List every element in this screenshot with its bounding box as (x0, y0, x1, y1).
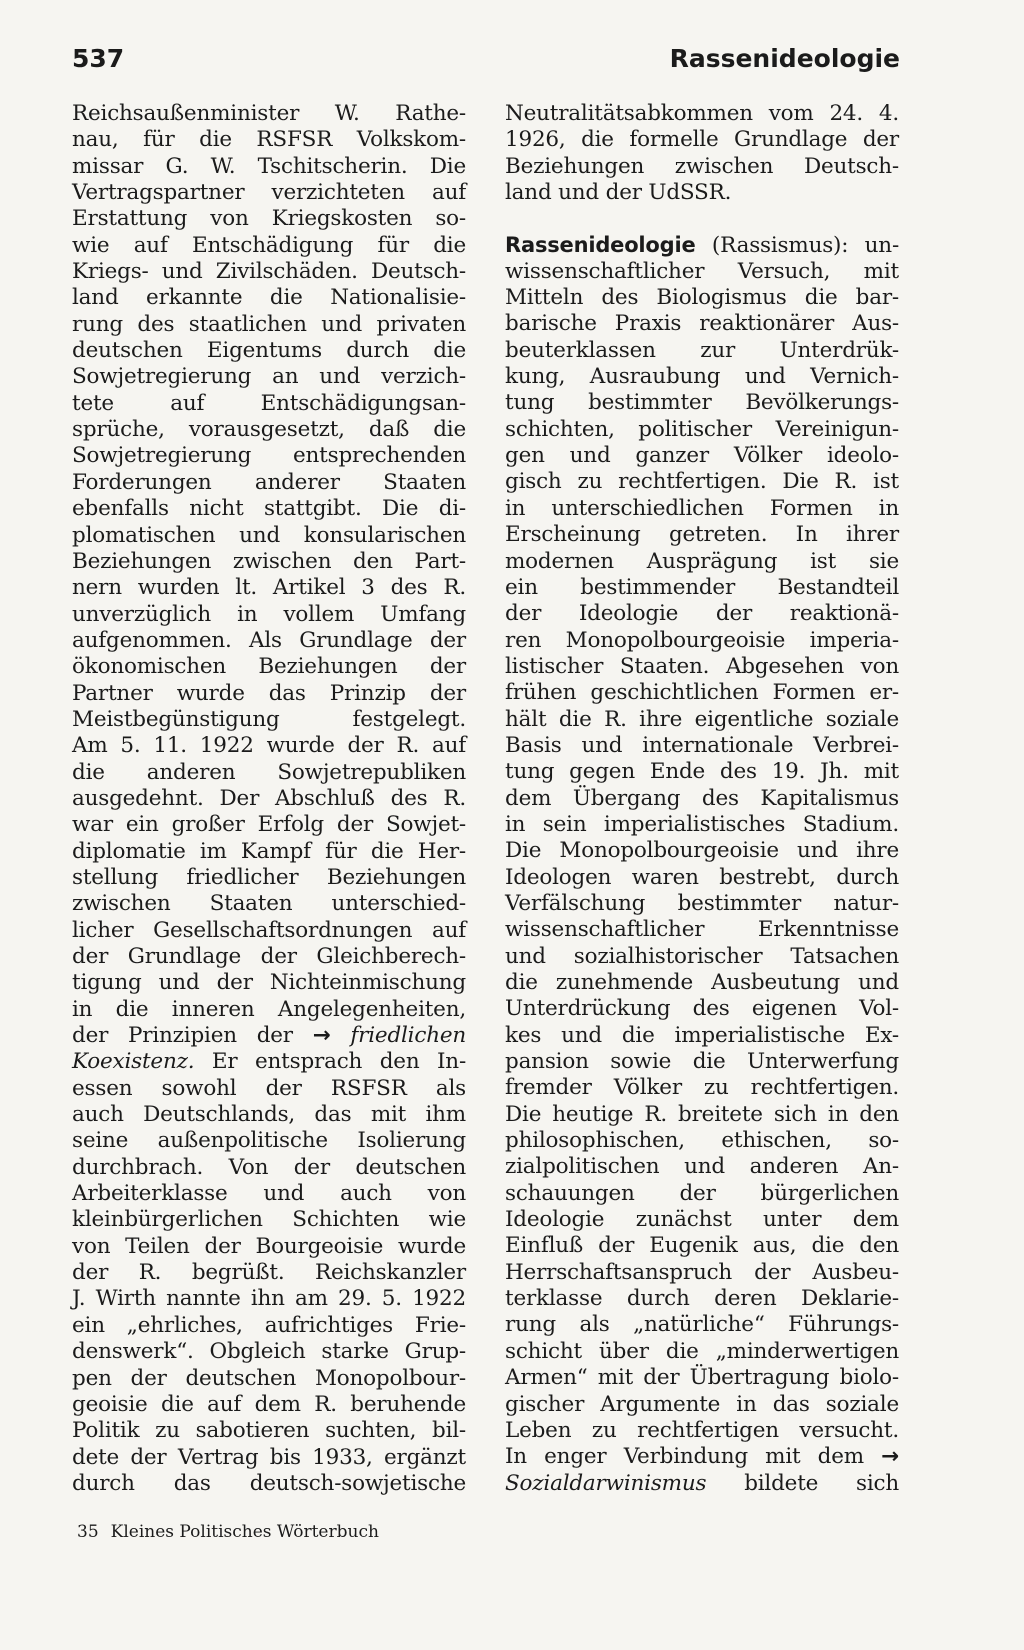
text-line: aufgenommen. Als Grundlage der (72, 627, 466, 653)
text-line: 1926, die formelle Grundlage der (505, 127, 899, 153)
text-line: tung bestimmter Bevölkerungs- (505, 390, 899, 416)
text-line: pansion sowie die Unterwerfung (505, 1049, 899, 1075)
text-line: ebenfalls nicht stattgibt. Die di- (72, 496, 466, 522)
text-line: Ideologie zunächst unter dem (505, 1207, 899, 1233)
cross-reference-friedlichen[interactable]: friedlichen (350, 1023, 467, 1049)
text-line: auch Deutschlands, das mit ihm (72, 1102, 466, 1128)
text-line: wissenschaftlicher Erkenntnisse (505, 917, 899, 943)
text-line: zialpolitischen und anderen An- (505, 1154, 899, 1180)
text-line: schauungen der bürgerlichen (505, 1180, 899, 1206)
text-line: wie auf Entschädigung für die (72, 232, 466, 258)
text-line: ein bestimmender Bestandteil (505, 574, 899, 600)
entry-lemma: Rassenideologie (505, 233, 696, 258)
text-line: licher Gesellschaftsordnungen auf (72, 917, 466, 943)
text-line: Einfluß der Eugenik aus, die den (505, 1233, 899, 1259)
cross-reference-arrow-icon: → (881, 1444, 899, 1470)
text-line: Sowjetregierung entsprechenden (72, 443, 466, 469)
text-line: J. Wirth nannte ihn am 29. 5. 1922 (72, 1286, 466, 1312)
entry-headline (505, 232, 899, 258)
text-line: beuterklassen zur Unterdrük- (505, 337, 899, 363)
text-line: schicht über die „minderwertigen (505, 1338, 899, 1364)
text-line: war ein großer Erfolg der Sowjet- (72, 812, 466, 838)
cross-reference-koexistenz[interactable]: Koexistenz. (72, 1049, 195, 1075)
text-line: barische Praxis reaktionärer Aus- (505, 311, 899, 337)
text-line: ausgedehnt. Der Abschluß des R. (72, 785, 466, 811)
text-line: dete der Vertrag bis 1933, ergänzt (72, 1444, 466, 1470)
text-line: unverzüglich in vollem Umfang (72, 601, 466, 627)
text-line: stellung friedlicher Beziehungen (72, 864, 466, 890)
text-line: land und der UdSSR. (505, 180, 732, 206)
cross-reference-arrow-icon: → (312, 1023, 331, 1049)
text-line: Reichsaußenminister W. Rathe- (72, 101, 466, 126)
text-line: gen und ganzer Völker ideolo- (505, 443, 899, 469)
text-line: Vertragspartner verzichteten auf (72, 180, 466, 206)
text-line: durchbrach. Von der deutschen (72, 1154, 466, 1180)
text-line: deutschen Eigentums durch die (72, 338, 466, 364)
text-fragment: Er entsprach den In- (211, 1049, 467, 1075)
text-line: terklasse durch deren Deklarie- (505, 1286, 899, 1312)
text-line: ökonomischen Beziehungen der (72, 654, 466, 680)
right-column (505, 101, 899, 1497)
text-line: kleinbürgerlichen Schichten wie (72, 1207, 466, 1233)
text-line: plomatischen und konsularischen (72, 522, 466, 548)
text-line: dem Übergang des Kapitalismus (505, 785, 899, 811)
text-line: philosophischen, ethischen, so- (505, 1128, 899, 1154)
text-line: Partner wurde das Prinzip der (72, 680, 466, 706)
text-line: modernen Ausprägung ist sie (505, 548, 899, 574)
text-line: essen sowohl der RSFSR als (72, 1075, 466, 1101)
text-line: Forderungen anderer Staaten (72, 469, 466, 495)
text-line: gisch zu rechtfertigen. Die R. ist (505, 469, 899, 495)
text-fragment: der Prinzipien der (72, 1023, 293, 1049)
text-fragment: (Rassismus): un- (711, 233, 900, 259)
text-line: in die inneren Angelegenheiten, (72, 996, 466, 1022)
text-line: Kriegs- und Zivilschäden. Deutsch- (72, 259, 466, 285)
text-line: listischer Staaten. Abgesehen von (505, 653, 899, 679)
text-line: Armen“ mit der Übertragung biolo- (505, 1365, 899, 1391)
text-line (72, 1049, 466, 1075)
text-line: wissenschaftlicher Versuch, mit (505, 258, 899, 284)
text-line: Die heutige R. breitete sich in den (505, 1101, 899, 1127)
text-line: Die Monopolbourgeoisie und ihre (505, 838, 899, 864)
text-fragment: In enger Verbindung mit dem (505, 1444, 864, 1470)
text-line: Unterdrückung des eigenen Vol- (505, 996, 899, 1022)
text-line: und sozialhistorischer Tatsachen (505, 943, 899, 969)
text-line: seine außenpolitische Isolierung (72, 1128, 466, 1154)
text-line: die anderen Sowjetrepubliken (72, 759, 466, 785)
text-line: rung als „natürliche“ Führungs- (505, 1312, 899, 1338)
text-line: Ideologen waren bestrebt, durch (505, 864, 899, 890)
text-line: der Ideologie der reaktionä- (505, 601, 899, 627)
text-line: tung gegen Ende des 19. Jh. mit (505, 759, 899, 785)
text-line: Beziehungen zwischen den Part- (72, 548, 466, 574)
text-line: zwischen Staaten unterschied- (72, 891, 466, 917)
text-line: Verfälschung bestimmter natur- (505, 890, 899, 916)
page-footer (77, 1522, 379, 1542)
text-line: ren Monopolbourgeoisie imperia- (505, 627, 899, 653)
text-line: tigung und der Nichteinmischung (72, 970, 466, 996)
text-line: ein „ehrliches, aufrichtiges Frie- (72, 1312, 466, 1338)
text-line: von Teilen der Bourgeoisie wurde (72, 1233, 466, 1259)
text-line (505, 1444, 899, 1470)
text-line: diplomatie im Kampf für die Her- (72, 838, 466, 864)
text-line: in sein imperialistisches Stadium. (505, 811, 899, 837)
text-line: sprüche, vorausgesetzt, daß die (72, 417, 466, 443)
text-line: missar G. W. Tschitscherin. Die (72, 153, 466, 179)
text-line: land erkannte die Nationalisie- (72, 285, 466, 311)
entry-separator (505, 206, 899, 232)
page-header (72, 44, 900, 84)
text-line: fremder Völker zu rechtfertigen. (505, 1075, 899, 1101)
text-line: kes und die imperialistische Ex- (505, 1022, 899, 1048)
text-line: tete auf Entschädigungsan- (72, 390, 466, 416)
text-line (505, 1471, 899, 1497)
text-line: schichten, politischer Vereinigun- (505, 416, 899, 442)
text-line: Am 5. 11. 1922 wurde der R. auf (72, 733, 466, 759)
page-number: 537 (72, 44, 125, 73)
text-line: pen der deutschen Monopolbour- (72, 1365, 466, 1391)
text-line: die zunehmende Ausbeutung und (505, 970, 899, 995)
text-line: Mitteln des Biologismus die bar- (505, 285, 899, 311)
text-line: Erscheinung getreten. In ihrer (505, 522, 899, 548)
text-line: Meistbegünstigung festgelegt. (72, 706, 466, 732)
text-line: denswerk“. Obgleich starke Grup- (72, 1339, 466, 1365)
text-fragment: bildete sich (744, 1470, 899, 1496)
text-line: Arbeiterklasse und auch von (72, 1181, 466, 1207)
text-line: gischer Argumente in das soziale (505, 1391, 899, 1417)
sheet-number: 35 (77, 1522, 99, 1542)
text-line: geoisie die auf dem R. beruhende (72, 1391, 466, 1417)
text-line: in unterschiedlichen Formen in (505, 495, 899, 521)
left-column (72, 101, 466, 1497)
text-line: frühen geschichtlichen Formen er- (505, 680, 899, 706)
text-line: rung des staatlichen und privaten (72, 311, 466, 337)
text-line: nau, für die RSFSR Volkskom- (72, 127, 466, 153)
text-line: Politik zu sabotieren suchten, bil- (72, 1418, 466, 1444)
running-head: Rassenideologie (669, 44, 900, 73)
text-line: kung, Ausraubung und Vernich- (505, 364, 899, 390)
text-line: Erstattung von Kriegskosten so- (72, 206, 466, 232)
text-line: der R. begrüßt. Reichskanzler (72, 1260, 466, 1286)
text-line: Leben zu rechtfertigen versucht. (505, 1417, 899, 1443)
text-line: Basis und internationale Verbrei- (505, 732, 899, 758)
cross-reference-sozialdarwinismus[interactable]: Sozialdarwinismus (505, 1470, 707, 1496)
text-line: Sowjetregierung an und verzich- (72, 364, 466, 390)
text-line: durch das deutsch-sowjetische (72, 1470, 466, 1496)
text-line: Herrschaftsanspruch der Ausbeu- (505, 1259, 899, 1285)
text-line: nern wurden lt. Artikel 3 des R. (72, 575, 466, 601)
text-line: Neutralitätsabkommen vom 24. 4. (505, 101, 899, 126)
text-line: hält die R. ihre eigentliche soziale (505, 706, 899, 732)
text-line: Beziehungen zwischen Deutsch- (505, 153, 899, 179)
text-line (72, 1023, 466, 1049)
text-line: der Grundlage der Gleichberech- (72, 944, 466, 969)
book-title: Kleines Politisches Wörterbuch (110, 1522, 379, 1542)
